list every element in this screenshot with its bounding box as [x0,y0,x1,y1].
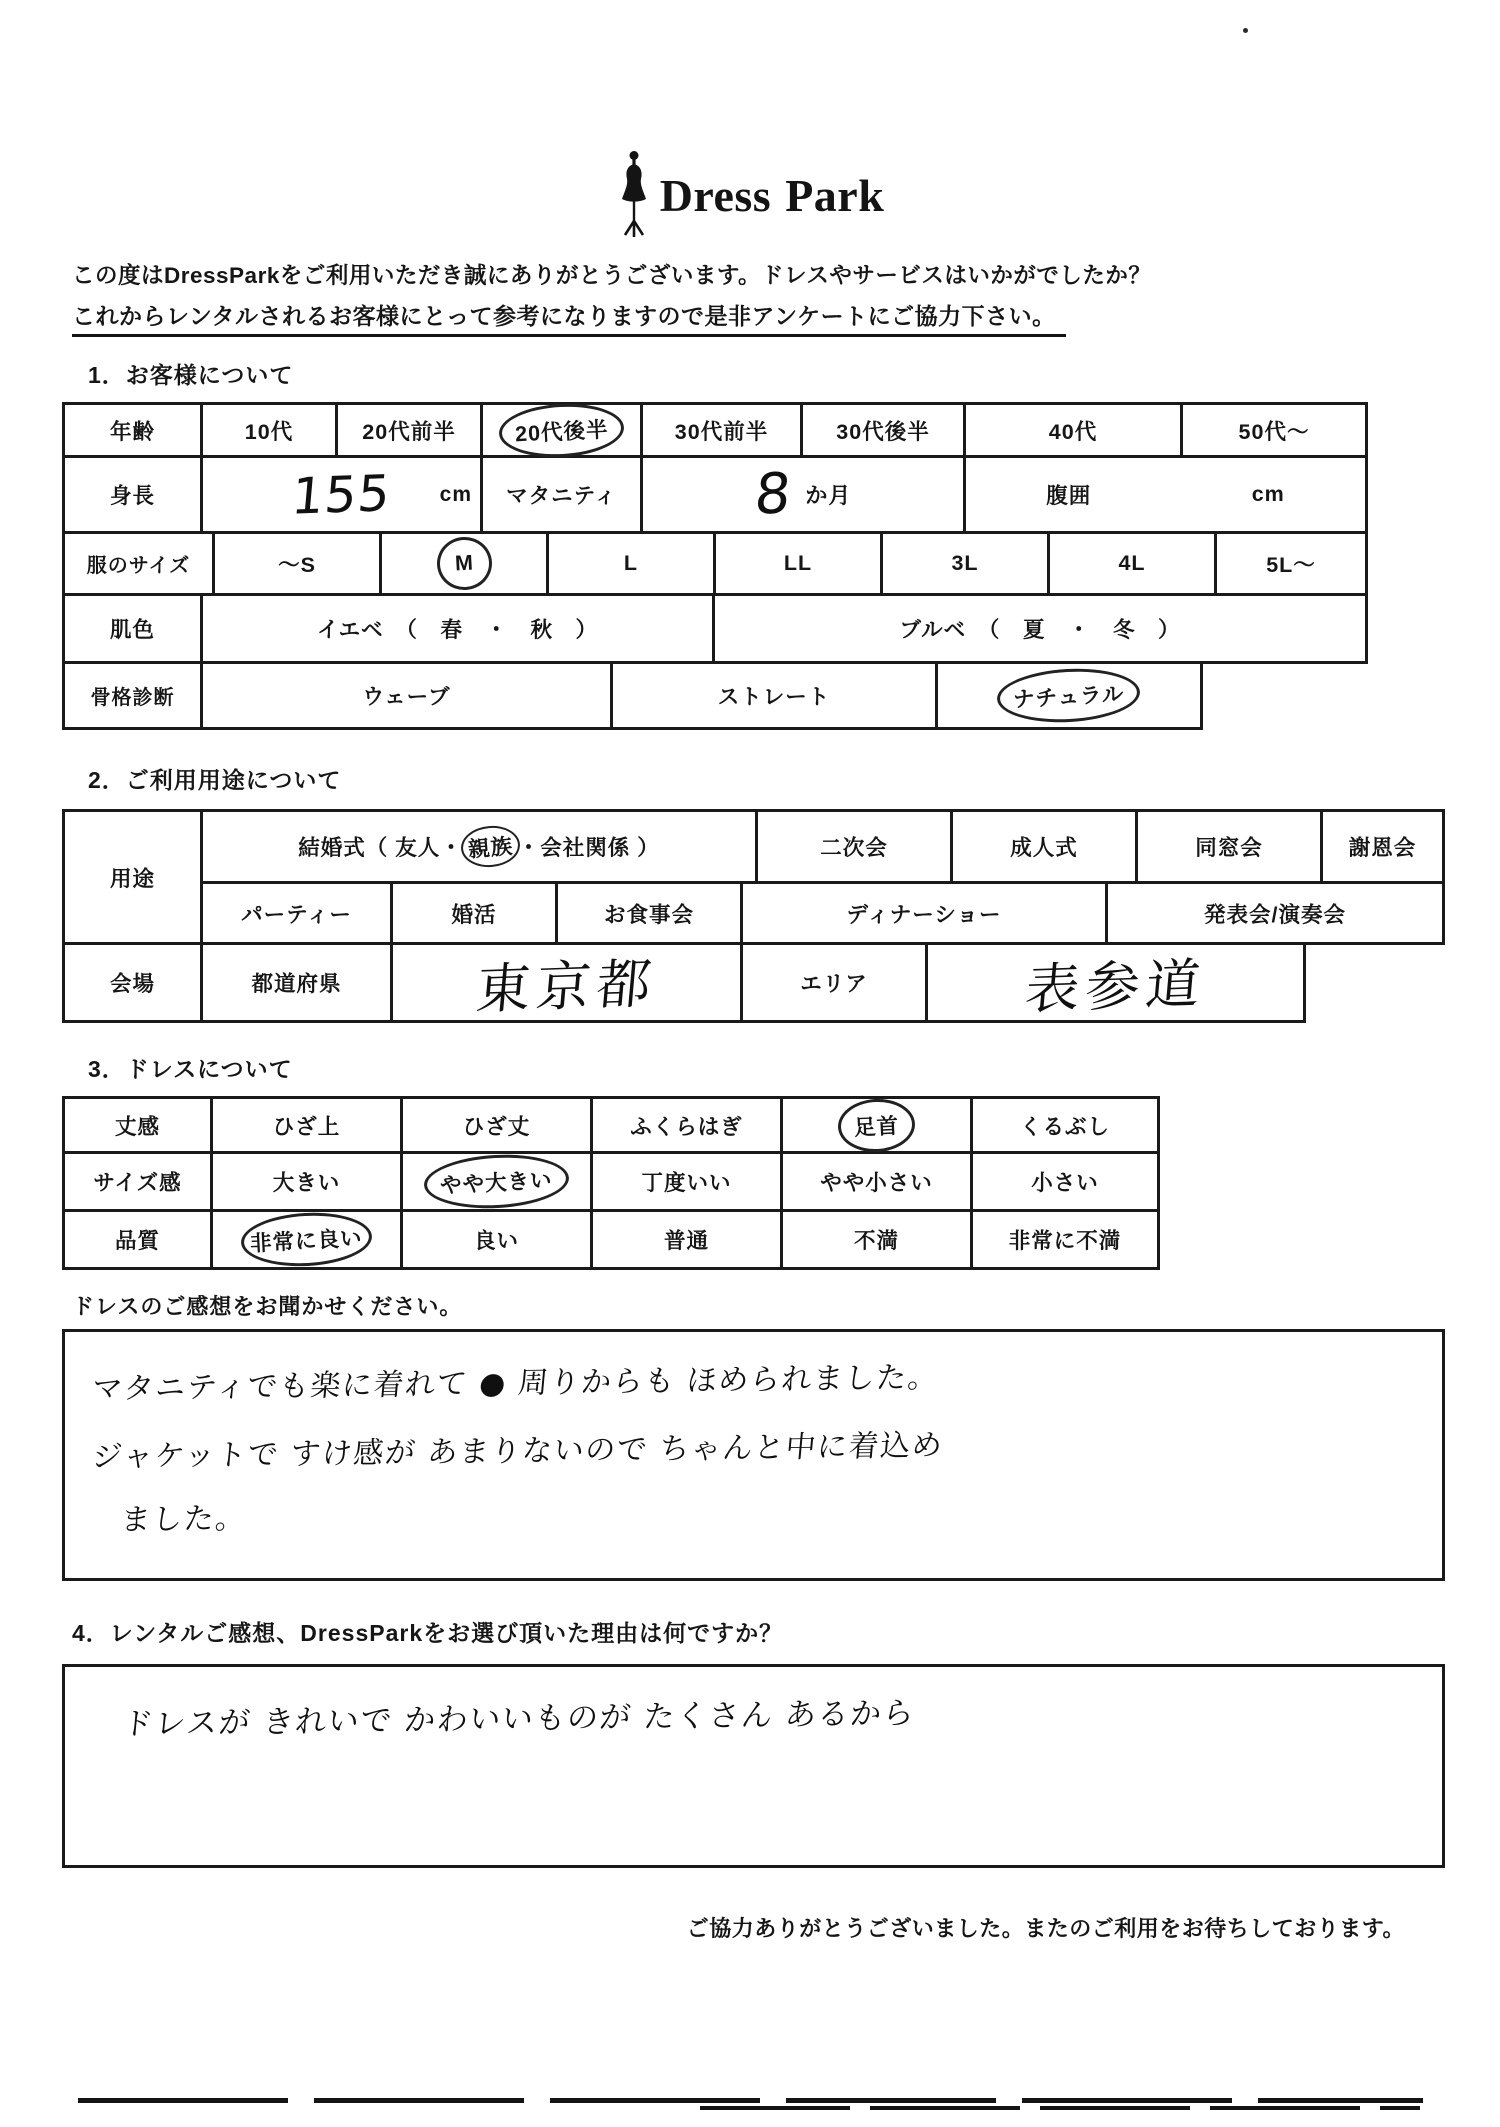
height-label: 身長 [109,484,155,508]
purpose-option-label: ディナーショー [846,902,1002,927]
size-option-m-selected [382,534,549,593]
height-row [62,458,1368,534]
usage-table [62,809,1445,1023]
size-option-label: LL [783,551,813,575]
reason-box [62,1664,1445,1868]
pen-circle-mark: 20代後半 [497,400,625,459]
skin-row [62,596,1368,664]
quality-option-unsatisfied [783,1212,973,1267]
footer-thanks: ご協力ありがとうございました。またのご利用をお待ちしております。 [686,1916,1405,1941]
age-option-label: 30代前半 [674,419,769,444]
size-option-ll [716,534,883,593]
age-option-10s [203,405,338,455]
feedback-line-wrap [90,1426,1414,1475]
purpose-option-label: パーティー [241,902,352,927]
maternity-unit: か月 [805,483,852,508]
height-value-cell [203,458,483,531]
quality-option-very-unsatisfied [973,1212,1157,1267]
maternity-months-handwritten: 8 [751,461,795,528]
venue-row [62,945,1306,1023]
purpose-row2 [203,884,1442,942]
quality-option-very-good-selected [213,1212,403,1267]
prefecture-label: 都道府県 [251,972,342,996]
logo [0,0,1500,240]
size-option-label: 5L～ [1266,553,1316,577]
purpose-option-recital [1108,884,1442,942]
purpose-option-party [203,884,393,942]
height-label-cell [65,458,203,531]
feedback-handwritten-line1: マタニティでも楽に着れて ● 周りからも ほめられました。 [90,1360,941,1407]
purpose-options-stack [203,812,1442,942]
purpose-label-cell [65,812,203,942]
feedback-handwritten-line3: ました。 [118,1501,249,1538]
quality-row [62,1212,1160,1270]
fit-label-cell [65,1154,213,1209]
scan-speck [1243,28,1248,33]
quality-option-normal [593,1212,783,1267]
purpose-option-coming-of-age [953,812,1138,881]
dress-form-icon [616,150,652,240]
skeleton-row [62,664,1203,730]
quality-label-cell [65,1212,213,1267]
skeleton-option-straight [613,664,938,727]
skin-label-cell [65,596,203,661]
size-option-3l [883,534,1050,593]
skin-option-blue-base [715,596,1365,661]
length-option-calf [593,1099,783,1151]
size-option-label: ～S [278,553,316,577]
customer-table [62,402,1368,730]
skin-label: 肌色 [109,618,155,642]
length-option-ankle-selected [783,1099,973,1151]
waist-unit: cm [1251,482,1285,506]
quality-label: 品質 [114,1229,160,1253]
wedding-text-prefix: 結婚式（ 友人・ [298,836,463,860]
age-option-50s [1183,405,1365,455]
intro-line2: これからレンタルされるお客様にとって参考になりますので是非アンケートにご協力下さい。 [72,298,1066,337]
age-option-40s [966,405,1183,455]
purpose-option-afterparty [758,812,953,881]
purpose-option-label: 発表会/演奏会 [1204,902,1346,927]
prefecture-label-cell [203,945,393,1020]
area-label: エリア [800,972,868,996]
wedding-text-suffix: ・会社関係 ） [517,836,660,860]
fit-option-just-right [593,1154,783,1209]
purpose-rows [62,809,1445,945]
purpose-option-label: 謝恩会 [1348,836,1417,860]
fit-option-slightly-small [783,1154,973,1209]
size-option-label: L [623,551,639,575]
maternity-label: マタニティ [506,484,617,508]
quality-option-label: 普通 [663,1229,709,1253]
skin-option-label: ブルベ （ 夏 ・ 冬 ） [899,618,1181,642]
age-option-late30s [803,405,966,455]
skeleton-option-label: ストレート [717,685,831,709]
purpose-option-thanks-party [1323,812,1442,881]
pen-circle-mark: 非常に良い [240,1210,373,1270]
fit-option-label: 大きい [272,1171,341,1195]
dress-feedback-box [62,1329,1445,1581]
fit-option-slightly-big-selected [403,1154,593,1209]
length-label: 丈感 [114,1114,160,1139]
dress-feedback-prompt: ドレスのご感想をお聞かせください。 [72,1294,463,1319]
age-label: 年齢 [109,419,155,444]
quality-option-label: 非常に不満 [1008,1229,1122,1253]
length-option-label: ふくらはぎ [630,1114,743,1139]
area-value-cell [928,945,1303,1020]
pen-circle-mark: M [435,536,493,592]
purpose-option-label: 同窓会 [1195,836,1263,860]
reason-line-wrap [120,1693,1414,1743]
dress-table [62,1096,1160,1270]
pen-circle-mark: ナチュラル [996,665,1142,725]
fit-option-label: 丁度いい [641,1171,732,1195]
purpose-option-dinner-party [558,884,743,942]
age-option-label: 50代～ [1238,419,1310,444]
size-label-cell [65,534,215,593]
maternity-value-cell [643,458,966,531]
length-option-label: ひざ上 [272,1114,341,1139]
length-option-anklebone [973,1099,1157,1151]
scan-artifact-line [700,2106,1420,2110]
quality-option-label: 不満 [853,1229,899,1253]
size-option-label: 4L [1118,551,1146,575]
prefecture-handwritten: 東京都 [473,951,660,1022]
fit-option-label: やや小さい [820,1171,933,1195]
feedback-handwritten-line2: ジャケットで すけ感が あまりないので ちゃんと中に着込め [90,1428,945,1475]
purpose-row1 [203,812,1442,884]
size-row [62,534,1368,596]
size-label: 服のサイズ [86,555,191,577]
skeleton-option-label: ウェーブ [362,685,451,709]
age-label-cell [65,405,203,455]
prefecture-value-cell [393,945,743,1020]
purpose-option-dinner-show [743,884,1108,942]
section4-heading: 4．レンタルご感想、DressParkをお選び頂いた理由は何ですか？ [72,1620,784,1646]
age-option-early20s [338,405,483,455]
venue-label-cell [65,945,203,1020]
purpose-option-wedding [203,812,758,881]
purpose-option-label: お食事会 [603,902,694,927]
pen-circle-mark: 足首 [837,1097,917,1154]
waist-cell [966,458,1365,531]
section3-heading: 3．ドレスについて [88,1056,293,1082]
size-option-5l [1217,534,1365,593]
length-option-label: くるぶし [1019,1114,1110,1139]
section1-heading: 1．お客様について [88,362,294,388]
pen-circle-mark: 親族 [459,824,521,870]
purpose-label: 用途 [109,866,155,891]
pen-circle-mark: やや大きい [423,1151,570,1211]
reason-handwritten-line: ドレスが きれいで かわいいものが たくさん あるから [120,1695,917,1743]
age-option-label: 40代 [1048,419,1098,444]
scan-artifact-line [78,2098,1423,2103]
purpose-option-label: 成人式 [1010,836,1078,860]
skin-option-label: イエベ （ 春 ・ 秋 ） [317,618,598,642]
fit-label: サイズ感 [93,1171,182,1195]
brand-name: Dress Park [659,169,885,221]
feedback-line-wrap [118,1494,1414,1538]
size-option-label: 3L [951,551,979,575]
area-handwritten: 表参道 [1022,951,1209,1022]
fit-row [62,1154,1160,1212]
purpose-option-reunion [1138,812,1323,881]
fit-option-small [973,1154,1157,1209]
purpose-option-label: 二次会 [820,836,888,860]
skeleton-label-cell [65,664,203,727]
skin-option-yellow-base [203,596,715,661]
height-value-handwritten: 155 [289,463,394,526]
length-row [62,1096,1160,1154]
venue-label: 会場 [109,972,155,996]
skeleton-label: 骨格診断 [90,687,175,709]
size-option-4l [1050,534,1217,593]
intro-line1: この度はDressParkをご利用いただき誠にありがとうございます。ドレスやサービスはいかがでしたか？ [72,263,1152,288]
age-option-late20s-selected [483,405,643,455]
intro-line2-wrap [72,298,1500,337]
skeleton-option-wave [203,664,613,727]
maternity-label-cell [483,458,643,531]
height-unit: cm [439,482,472,506]
age-option-label: 20代前半 [362,419,456,444]
length-option-above-knee [213,1099,403,1151]
age-option-early30s [643,405,803,455]
age-row [62,402,1368,458]
feedback-line-wrap [90,1358,1414,1407]
fit-option-label: 小さい [1031,1171,1099,1195]
length-option-label: ひざ丈 [462,1114,531,1139]
quality-option-label: 良い [473,1229,519,1253]
length-option-knee [403,1099,593,1151]
age-option-label: 10代 [244,419,294,444]
length-label-cell [65,1099,213,1151]
quality-option-good [403,1212,593,1267]
size-option-l [549,534,716,593]
skeleton-option-natural-selected [938,664,1200,727]
age-option-label: 30代後半 [836,419,930,444]
fit-option-big [213,1154,403,1209]
purpose-option-label: 婚活 [451,902,497,927]
area-label-cell [743,945,928,1020]
size-option-s [215,534,382,593]
waist-label: 腹囲 [1046,484,1092,508]
section2-heading: 2．ご利用用途について [88,767,342,793]
purpose-option-konkatsu [393,884,558,942]
